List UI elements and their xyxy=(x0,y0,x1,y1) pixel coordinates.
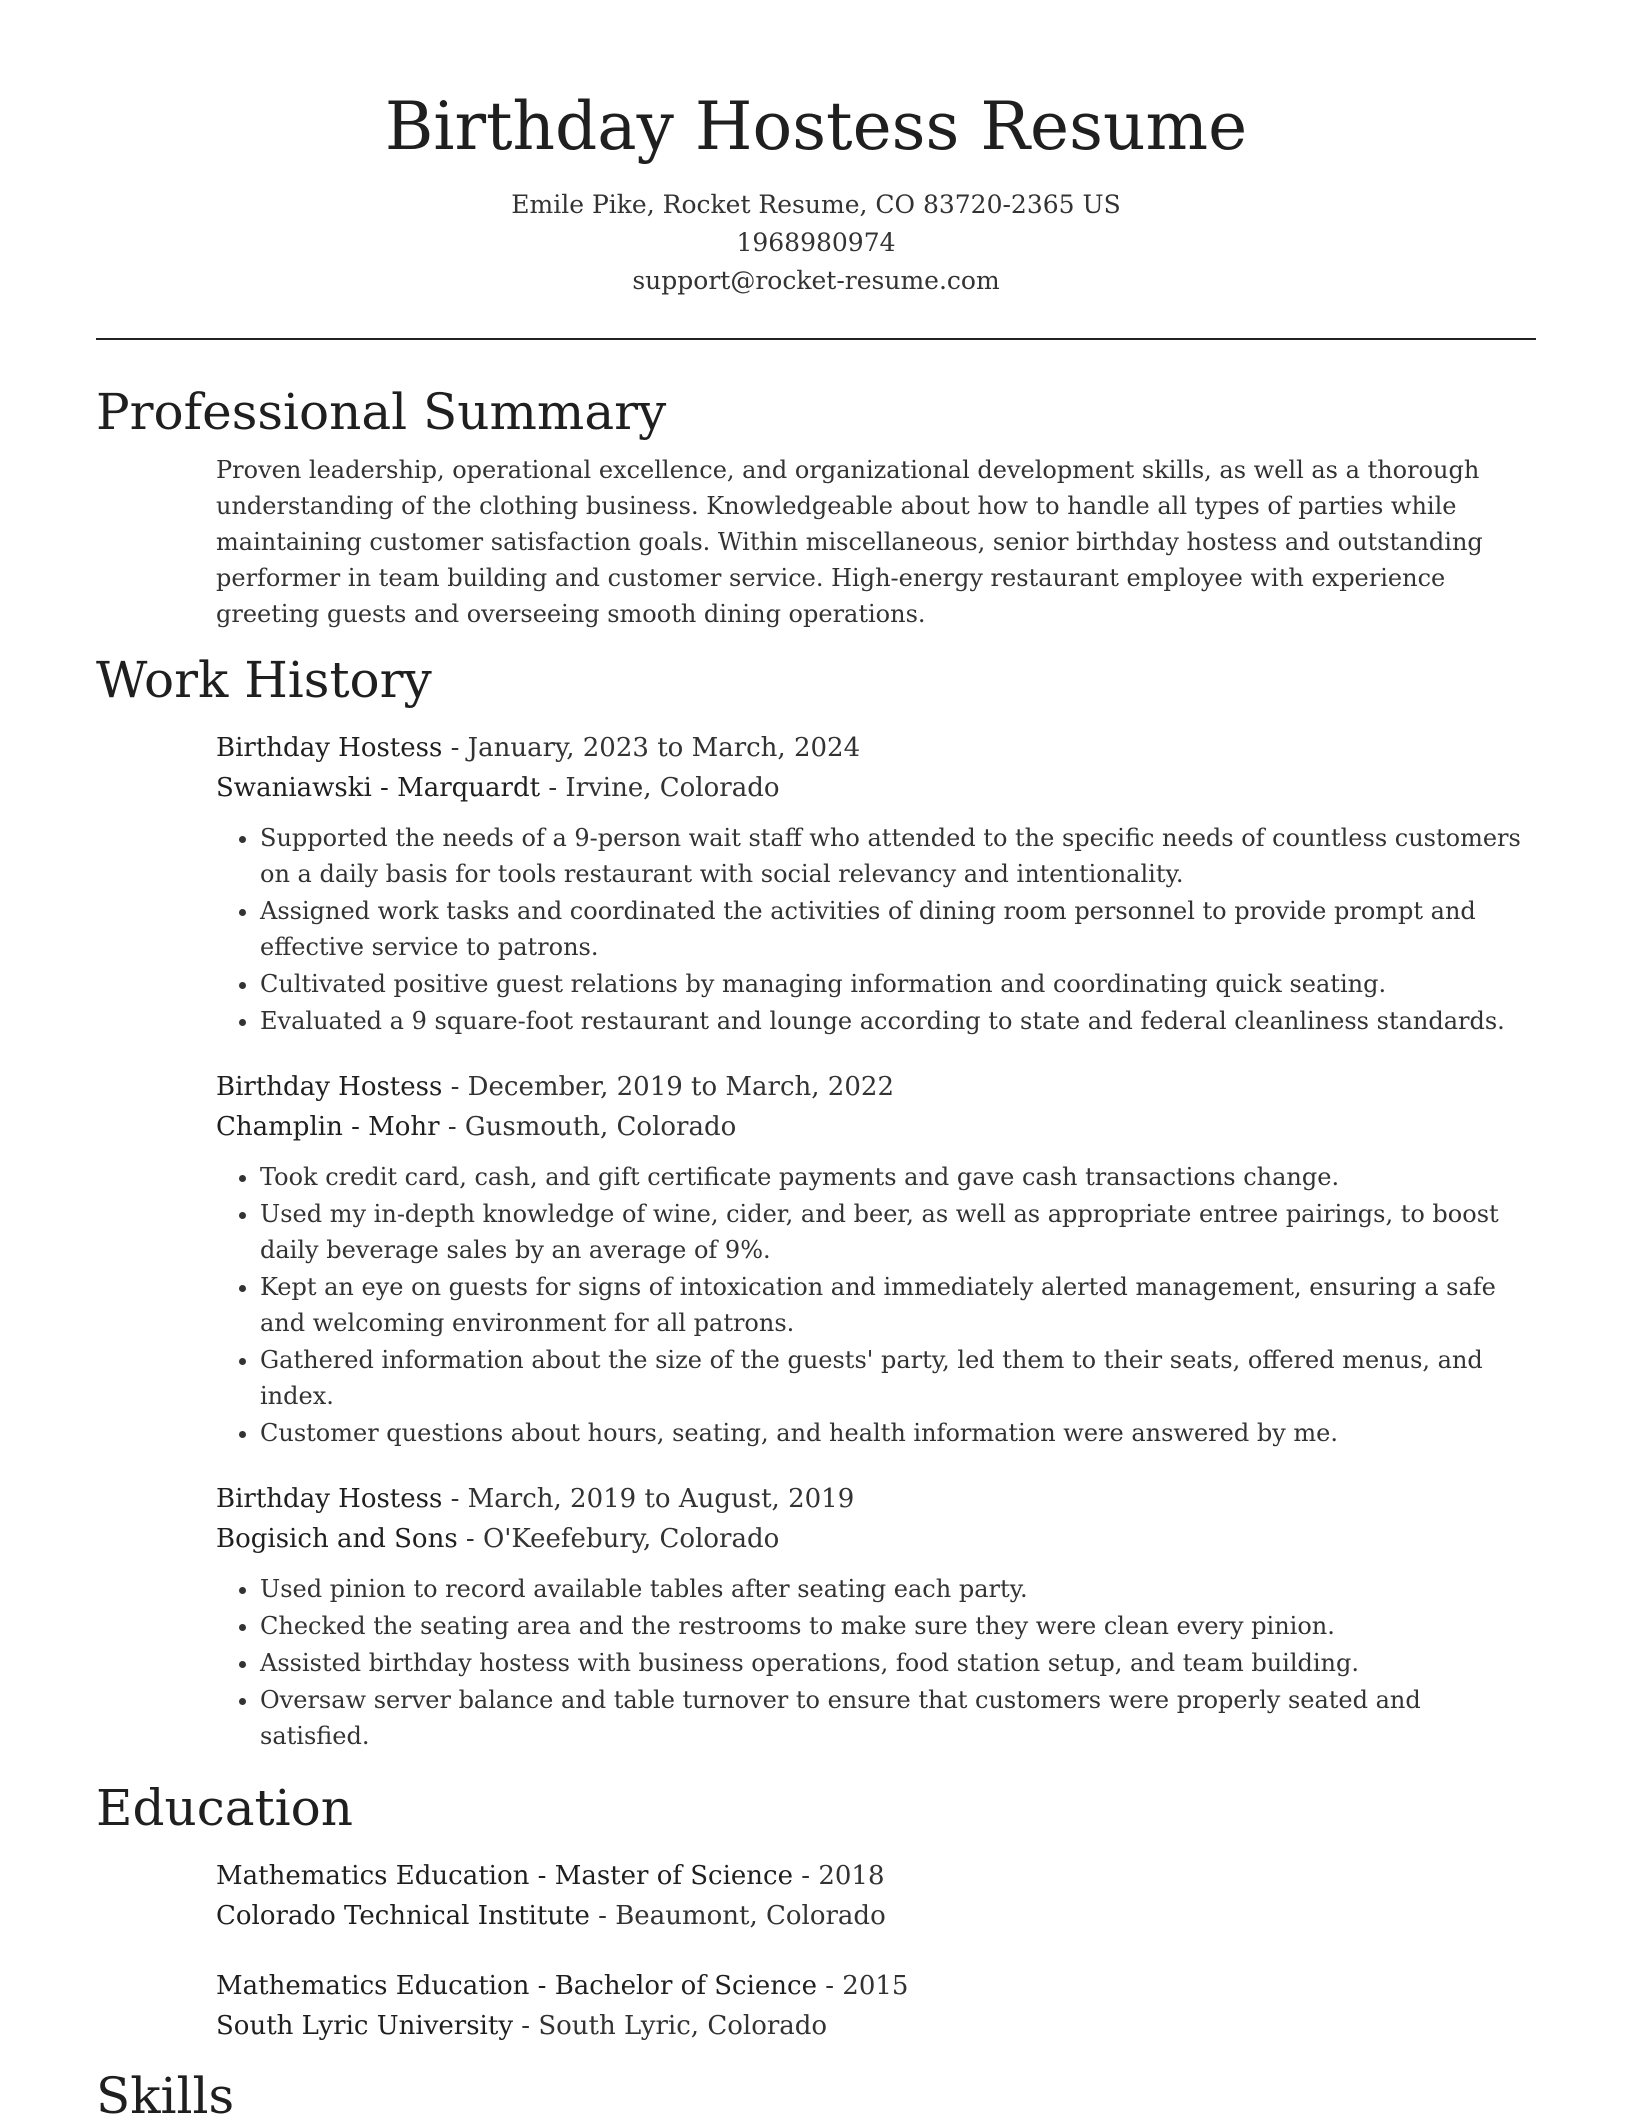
job-location: - Irvine, Colorado xyxy=(540,773,780,803)
section-heading-work-history: Work History xyxy=(96,651,432,709)
education-school-line xyxy=(216,1896,1536,1936)
bullet-item: • Customer questions about hours, seating, and health information were answered by me. xyxy=(260,1415,1536,1451)
education-degree-line xyxy=(216,1856,1536,1896)
job-company: Swaniawski - Marquardt xyxy=(216,773,541,803)
bullet-item: • Gathered information about the size of the guests' party, led them to their seats, offered menus, and index. xyxy=(260,1342,1536,1414)
job-dates: - December, 2019 to March, 2022 xyxy=(442,1072,894,1102)
bullet-item: • Cultivated positive guest relations by managing information and coordinating quick seating. xyxy=(260,966,1536,1002)
job-company-line xyxy=(216,768,1536,808)
section-heading-education: Education xyxy=(96,1779,353,1837)
job-location: - O'Keefebury, Colorado xyxy=(457,1524,780,1554)
education-degree: Mathematics Education - Master of Science xyxy=(216,1861,794,1891)
bullet-item: • Assigned work tasks and coordinated the activities of dining room personnel to provide prompt and effective service to patrons. xyxy=(260,893,1536,965)
job-company: Champlin - Mohr xyxy=(216,1112,440,1142)
job-entry xyxy=(216,1479,1536,1754)
contact-block xyxy=(96,186,1536,300)
job-bullets xyxy=(216,820,1536,1039)
bullet-item: • Evaluated a 9 square-foot restaurant and lounge according to state and federal cleanliness standards. xyxy=(260,1003,1536,1039)
education-degree: Mathematics Education - Bachelor of Science xyxy=(216,1971,817,2001)
bullet-item: • Took credit card, cash, and gift certificate payments and gave cash transactions change. xyxy=(260,1159,1536,1195)
education-location: - South Lyric, Colorado xyxy=(513,2011,828,2041)
bullet-item: • Supported the needs of a 9-person wait staff who attended to the specific needs of countless customers on a daily basis for tools restaurant with social relevancy and intentionality. xyxy=(260,820,1536,892)
education-year: - 2015 xyxy=(816,1971,909,2001)
job-company: Bogisich and Sons xyxy=(216,1524,458,1554)
education-location: - Beaumont, Colorado xyxy=(589,1901,886,1931)
job-title-line xyxy=(216,728,1536,768)
contact-email[interactable]: support@rocket-resume.com xyxy=(632,266,1000,295)
bullet-item: • Kept an eye on guests for signs of intoxication and immediately alerted management, ensuring a safe and welcoming environment for all patrons. xyxy=(260,1269,1536,1341)
section-heading-skills: Skills xyxy=(96,2067,235,2125)
job-title: Birthday Hostess xyxy=(216,1484,443,1514)
job-dates: - January, 2023 to March, 2024 xyxy=(442,733,861,763)
education-school-line xyxy=(216,2006,1536,2046)
contact-phone: 1968980974 xyxy=(736,228,896,257)
section-heading-summary: Professional Summary xyxy=(96,383,667,441)
job-company-line xyxy=(216,1107,1536,1147)
job-entry xyxy=(216,728,1536,1039)
job-dates: - March, 2019 to August, 2019 xyxy=(442,1484,855,1514)
contact-address: Emile Pike, Rocket Resume, CO 83720-2365 US xyxy=(511,190,1121,219)
job-title: Birthday Hostess xyxy=(216,1072,443,1102)
education-year: - 2018 xyxy=(793,1861,885,1891)
job-entry xyxy=(216,1067,1536,1451)
bullet-item: • Checked the seating area and the restrooms to make sure they were clean every pinion. xyxy=(260,1608,1536,1644)
bullet-item: • Used my in-depth knowledge of wine, cider, and beer, as well as appropriate entree pairings, to boost daily beverage sales by an average of 9%. xyxy=(260,1196,1536,1268)
resume-header xyxy=(96,0,1536,300)
job-title: Birthday Hostess xyxy=(216,733,443,763)
resume-title: Birthday Hostess Resume xyxy=(384,88,1248,165)
bullet-item: • Used pinion to record available tables after seating each party. xyxy=(260,1571,1536,1607)
job-company-line xyxy=(216,1519,1536,1559)
bullet-item: • Assisted birthday hostess with business operations, food station setup, and team building. xyxy=(260,1645,1536,1681)
education-entry xyxy=(216,1966,1536,2046)
job-bullets xyxy=(216,1159,1536,1451)
education-school: South Lyric University xyxy=(216,2011,514,2041)
header-divider xyxy=(96,338,1536,340)
education-entry xyxy=(216,1856,1536,1936)
education-school: Colorado Technical Institute xyxy=(216,1901,590,1931)
job-title-line xyxy=(216,1067,1536,1107)
education-degree-line xyxy=(216,1966,1536,2006)
job-location: - Gusmouth, Colorado xyxy=(439,1112,737,1142)
job-bullets xyxy=(216,1571,1536,1754)
summary-text: Proven leadership, operational excellence, and organizational development skills, as well as a thorough understanding of the clothing business. Knowledgeable about how to handle all types of parties while maintaining customer satisfaction goals. Within miscellaneous, senior birthday hostess and outstanding performer in team building and customer service. High-energy restaurant employee with experience greeting guests and overseeing smooth dining operations. xyxy=(216,456,1483,628)
bullet-item: • Oversaw server balance and table turnover to ensure that customers were properly seated and satisfied. xyxy=(260,1682,1536,1754)
job-title-line xyxy=(216,1479,1536,1519)
